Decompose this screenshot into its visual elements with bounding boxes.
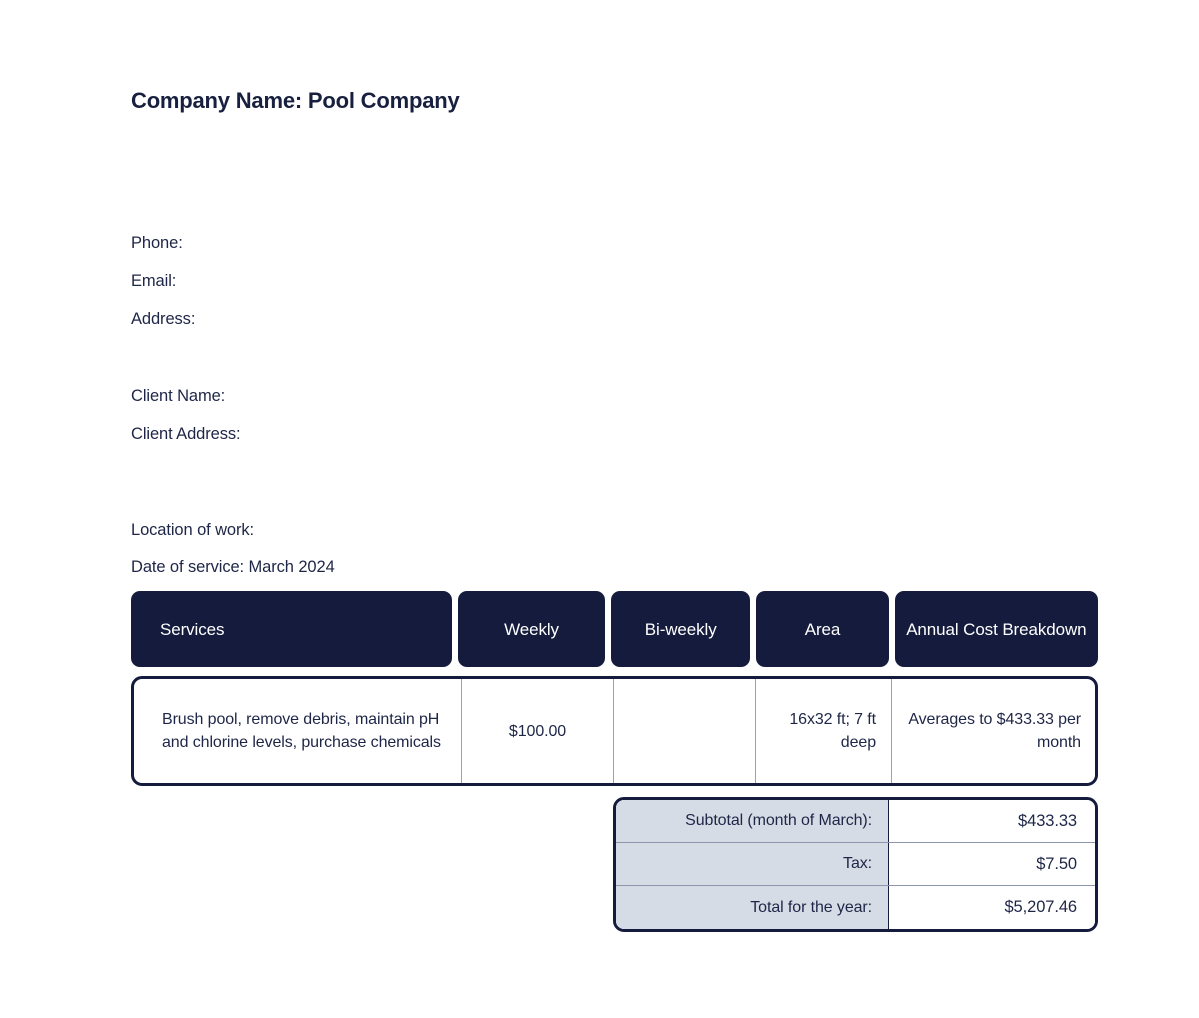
company-phone-label: Phone:: [131, 234, 183, 252]
page-title: Company Name: Pool Company: [131, 88, 460, 113]
column-header-services: Services: [131, 591, 452, 667]
totals-value-subtotal: $433.33: [889, 800, 1095, 842]
totals-row-total-for-year: [616, 886, 1095, 929]
totals-label-tax: Tax:: [616, 843, 889, 885]
client-address-label: Client Address:: [131, 425, 241, 443]
totals-table: [613, 797, 1098, 932]
totals-value-total-for-year: $5,207.46: [889, 886, 1095, 929]
totals-label-subtotal: Subtotal (month of March):: [616, 800, 889, 842]
client-name-label: Client Name:: [131, 387, 226, 405]
cell-annual-cost-breakdown: Averages to $433.33 per month: [908, 711, 1081, 751]
location-of-work-label: Location of work:: [131, 521, 255, 539]
column-header-biweekly: Bi-weekly: [611, 591, 750, 667]
cell-services-description: Brush pool, remove debris, maintain pH and chlorine levels, purchase chemicals: [134, 679, 462, 783]
cell-area: 16x32 ft; 7 ft deep: [756, 679, 892, 783]
totals-label-total-for-year: Total for the year:: [616, 886, 889, 929]
column-header-annual-cost-breakdown: Annual Cost Breakdown: [895, 591, 1098, 667]
totals-row-tax: [616, 843, 1095, 886]
column-header-area: Area: [756, 591, 888, 667]
table-header-row: [131, 591, 1098, 667]
totals-row-subtotal: [616, 800, 1095, 843]
services-table: [131, 591, 1098, 786]
company-address-label: Address:: [131, 310, 196, 328]
company-email-label: Email:: [131, 272, 177, 290]
column-header-weekly: Weekly: [458, 591, 605, 667]
cell-biweekly-price: [614, 679, 756, 783]
date-of-service-label: Date of service: March 2024: [131, 558, 335, 576]
table-row: [131, 676, 1098, 786]
totals-value-tax: $7.50: [889, 843, 1095, 885]
cell-weekly-price: $100.00: [462, 679, 614, 783]
